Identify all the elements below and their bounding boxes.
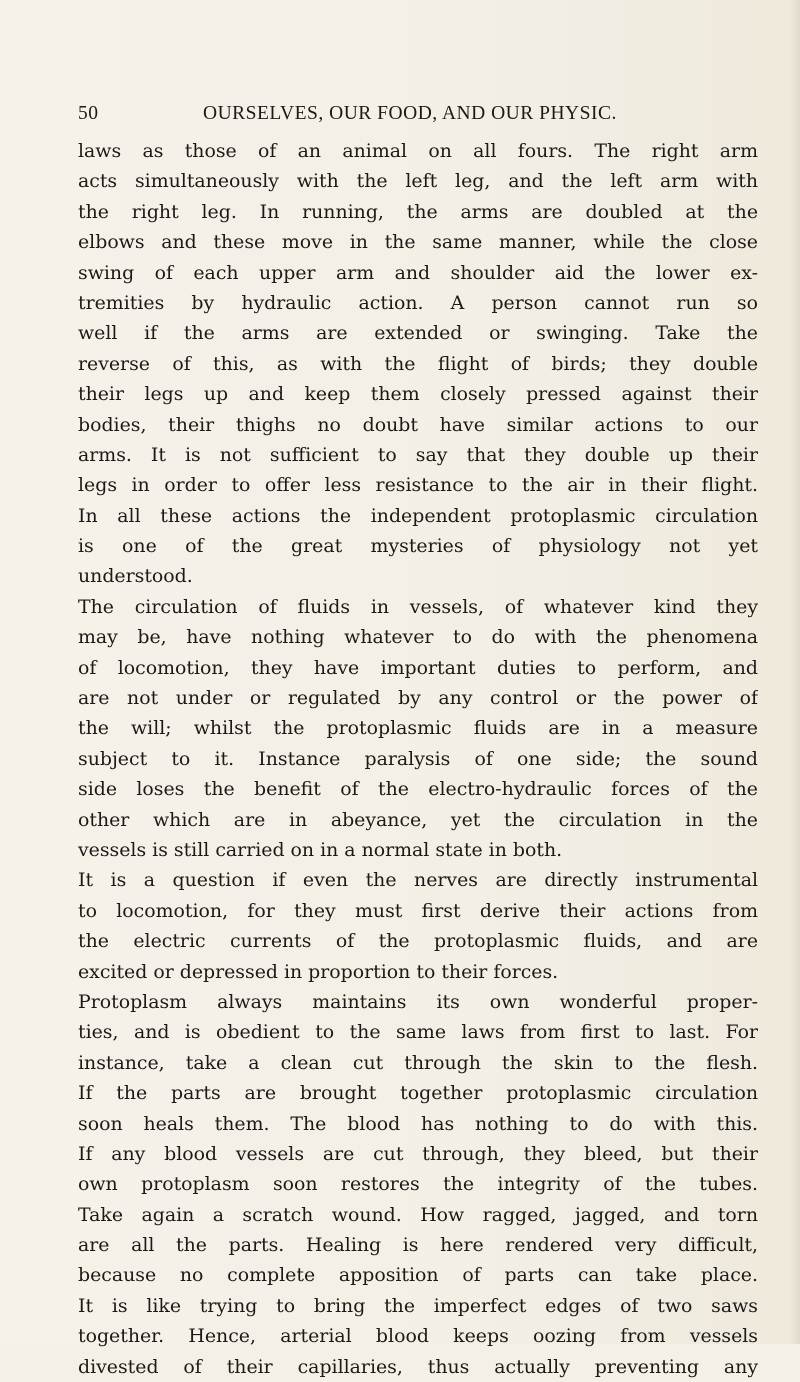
text-line: instance, take a clean cut through the skin to the flesh. [78, 1051, 758, 1074]
text-line: the will; whilst the protoplasmic fluids are in a measure [78, 717, 758, 740]
text-line: together. Hence, arterial blood keeps oozing from vessels [78, 1325, 758, 1348]
text-line: are all the parts. Healing is here rendered very difficult, [78, 1234, 758, 1257]
text-line: understood. [78, 565, 193, 588]
text-line: of locomotion, they have important duties to perform, and [78, 656, 758, 679]
running-head: OURSELVES, OUR FOOD, AND OUR PHYSIC. [203, 103, 617, 124]
text-line: If the parts are brought together protoplasmic circulation [78, 1082, 758, 1105]
text-line: the electric currents of the protoplasmic fluids, and are [78, 930, 758, 953]
body-text [78, 136, 758, 1382]
text-line: Protoplasm always maintains its own wonderful proper- [78, 990, 758, 1013]
text-line: legs in order to offer less resistance to the air in their flight. [78, 474, 758, 497]
text-line: subject to it. Instance paralysis of one side; the sound [78, 747, 758, 770]
text-line: the right leg. In running, the arms are doubled at the [78, 200, 758, 223]
text-line: The circulation of fluids in vessels, of whatever kind they [78, 595, 758, 618]
text-line: soon heals them. The blood has nothing to do with this. [78, 1112, 758, 1135]
text-line: their legs up and keep them closely pressed against their [78, 383, 758, 406]
text-line: are not under or regulated by any control or the power of [78, 687, 758, 710]
page-number: 50 [78, 103, 99, 124]
text-line: because no complete apposition of parts can take place. [78, 1264, 758, 1287]
text-line: It is a question if even the nerves are directly instrumental [78, 869, 758, 892]
text-line: divested of their capillaries, thus actually preventing any [78, 1355, 758, 1378]
text-line: reverse of this, as with the flight of birds; they double [78, 352, 758, 375]
text-line: own protoplasm soon restores the integrity of the tubes. [78, 1173, 758, 1196]
text-line: ties, and is obedient to the same laws from first to last. For [78, 1021, 758, 1044]
text-line: side loses the benefit of the electro-hydraulic forces of the [78, 778, 758, 801]
text-line: may be, have nothing whatever to do with the phenomena [78, 626, 758, 649]
text-line: If any blood vessels are cut through, they bleed, but their [78, 1142, 758, 1165]
text-line: Take again a scratch wound. How ragged, jagged, and torn [78, 1203, 758, 1226]
text-line: tremities by hydraulic action. A person cannot run so [78, 291, 758, 314]
page-header [78, 103, 738, 131]
text-line: vessels is still carried on in a normal state in both. [78, 838, 563, 861]
text-line: arms. It is not sufficient to say that they double up their [78, 443, 758, 466]
text-line: other which are in abeyance, yet the circulation in the [78, 808, 758, 831]
text-line: well if the arms are extended or swinging. Take the [78, 322, 758, 345]
text-line: In all these actions the independent protoplasmic circulation [78, 504, 758, 527]
text-line: elbows and these move in the same manner, while the close [78, 231, 758, 254]
text-line: It is like trying to bring the imperfect edges of two saws [78, 1294, 758, 1317]
text-line: acts simultaneously with the left leg, and the left arm with [78, 170, 758, 193]
text-line: swing of each upper arm and shoulder aid the lower ex- [78, 261, 758, 284]
text-line: laws as those of an animal on all fours. The right arm [78, 140, 758, 162]
text-line: excited or depressed in proportion to their forces. [78, 960, 559, 983]
text-line: is one of the great mysteries of physiology not yet [78, 535, 758, 558]
text-line: to locomotion, for they must first derive their actions from [78, 899, 758, 922]
page-edge-shadow [790, 0, 800, 1344]
text-line: bodies, their thighs no doubt have similar actions to our [78, 413, 758, 436]
